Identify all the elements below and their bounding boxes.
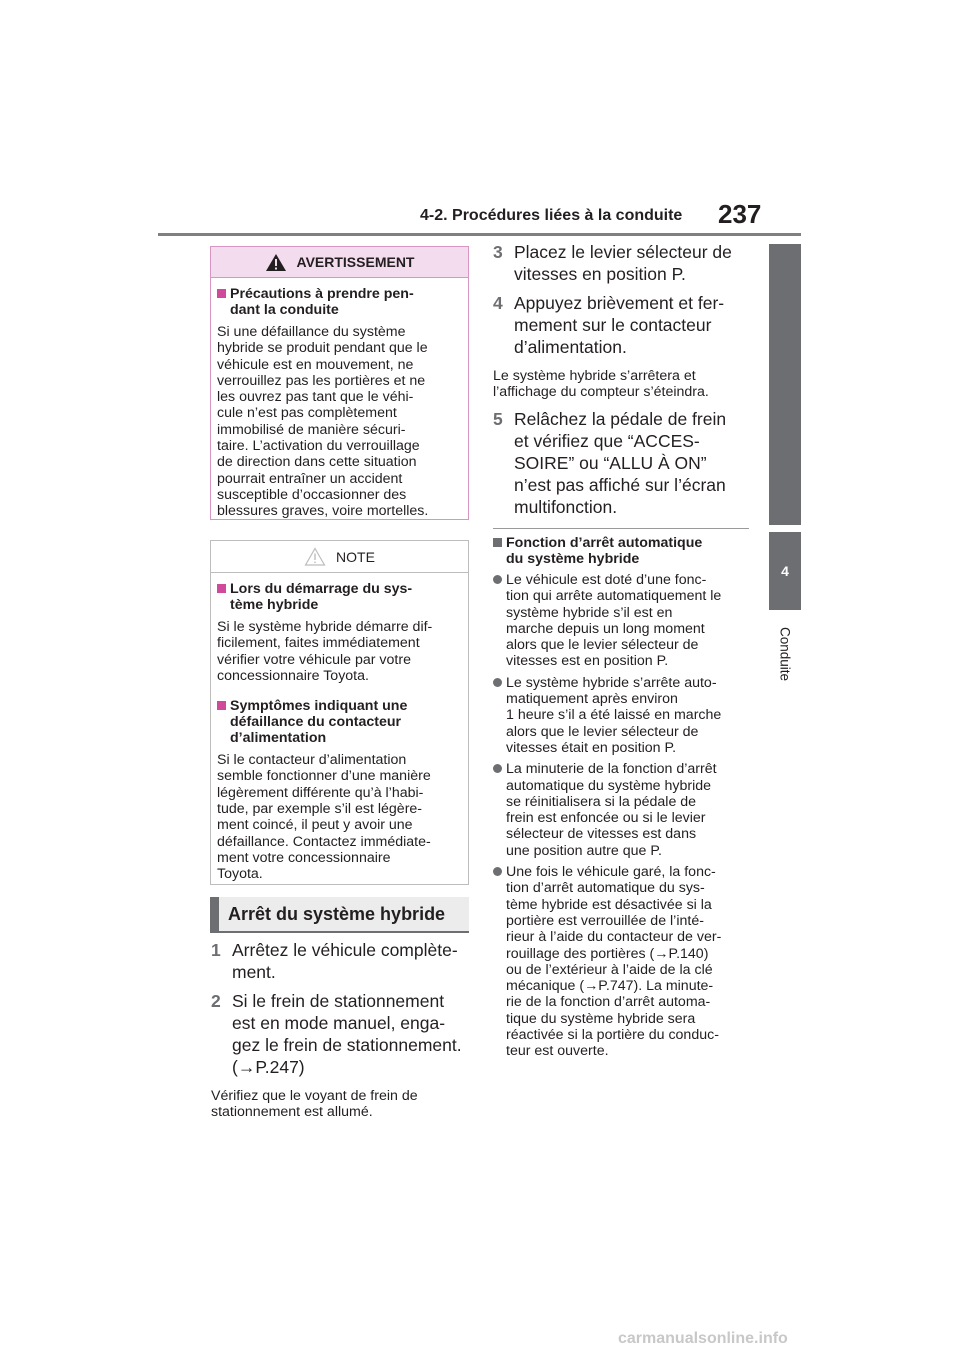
pink-square-bullet (217, 581, 230, 613)
warning-header (211, 247, 468, 278)
section-divider (493, 528, 749, 529)
warning-triangle-icon (265, 253, 287, 272)
parking-brake-note: Vérifiez que le voyant de frein de stationnement est allumé. (211, 1088, 418, 1121)
caution-triangle-icon (304, 547, 326, 566)
auto-stop-heading: Fonction d’arrêt automatique du système hybride (493, 535, 751, 567)
auto-stop-bullet: Une fois le véhicule garé, la fonc- tion d’arrêt automatique du sys- tème hybride est désactivée si la portière est verrouillée de l’inté- rieur à l’aide du contacteur de ver- rouillage des portières (→P.140) ou de l’extérieur à l’aide de la clé mécanique (→P.747). La minute- rie de la fonction d’arrêt automa- tique du système hybride sera réactivée si la portière du conduc- teur est ouverte. (493, 864, 751, 1060)
section-header: 4-2. Procédures liées à la conduite (420, 207, 683, 224)
auto-stop-bullet: Le système hybride s’arrête auto- matiquement après environ 1 heure s’il a été laissé en marche alors que le levier sélecteur de vitesses était en position P. (493, 675, 751, 756)
warning-text: Si une défaillance du système hybride se produit pendant que le véhicule est en mouvement, ne verrouillez pas les portières et ne les ouvrez pas tant que le véhi- cule n’est pas complètement immobilisé de manière sécuri- taire. L’activation du verrouillage de direction dans cette situation pourrait entraîner un accident susceptible d’occasionner des blessures graves, voire mortelles. (217, 324, 429, 520)
note-subheading-symptoms: Symptômes indiquant une défaillance du contacteur d’alimentation (217, 698, 462, 746)
auto-stop-bullet: La minuterie de la fonction d’arrêt automatique du système hybride se réinitialisera si la pédale de frein est enfoncée ou si le levier sélecteur de vitesses est dans une position autre que P. (493, 761, 751, 859)
note-title: NOTE (336, 548, 375, 565)
warning-title: AVERTISSEMENT (296, 254, 415, 270)
note-box (210, 540, 469, 885)
pink-square-bullet (217, 286, 230, 318)
pink-square-bullet (217, 698, 230, 746)
header-rule (158, 233, 801, 236)
round-bullet (493, 572, 506, 670)
round-bullet (493, 761, 506, 859)
step-4: 4 Appuyez brièvement et fer- mement sur le contacteur d’alimentation. (493, 293, 725, 357)
note-text-start: Si le système hybride démarre dif- ficilement, faites immédiatement vérifier votre véhicule par votre concessionnaire Toyota. (217, 619, 433, 684)
steps-right (493, 241, 751, 518)
watermark: carmanualsonline.info (618, 1330, 788, 1347)
section-title: Arrêt du système hybride (210, 897, 469, 933)
steps-left (211, 939, 469, 1121)
page-number: 237 (718, 199, 762, 229)
step-5: 5 Relâchez la pédale de frein et vérifiez que “ACCES- SOIRE” ou “ALLU À ON” n’est pas affiché sur l’écran multifonction. (493, 408, 727, 517)
note-text-symptoms: Si le contacteur d’alimentation semble fonctionner d’une manière légèrement différente qu’à l’habi- tude, par exemple s’il est légère- ment coincé, il peut y avoir une défaillance. Contactez immédiate- ment votre concessionnaire Toyota. (217, 752, 431, 883)
step-2: 2 Si le frein de stationnement est en mode manuel, enga- gez le frein de stationnement. (→P.247) (211, 991, 462, 1077)
chapter-label: Conduite (777, 626, 793, 682)
warning-box (210, 246, 469, 520)
note-header (211, 541, 468, 573)
chapter-tab-bar (769, 244, 801, 525)
auto-stop-section (493, 535, 751, 1060)
round-bullet (493, 675, 506, 756)
warning-subheading: Précautions à prendre pen- dant la conduite (217, 286, 462, 318)
step-1: 1 Arrêtez le véhicule complète- ment. (211, 940, 458, 982)
note-subheading-start: Lors du démarrage du sys- tème hybride (217, 581, 462, 613)
round-bullet (493, 864, 506, 1060)
auto-stop-bullet: Le véhicule est doté d’une fonc- tion qui arrête automatiquement le système hybride s’il est en marche depuis un long moment alors que le levier sélecteur de vitesses est en position P. (493, 572, 751, 670)
step-3: 3 Placez le levier sélecteur de vitesses en position P. (493, 242, 732, 284)
chapter-number-tab: 4 (769, 532, 801, 610)
meter-off-note: Le système hybride s’arrêtera et l’affichage du compteur s’éteindra. (493, 368, 709, 401)
square-bullet (493, 535, 506, 567)
